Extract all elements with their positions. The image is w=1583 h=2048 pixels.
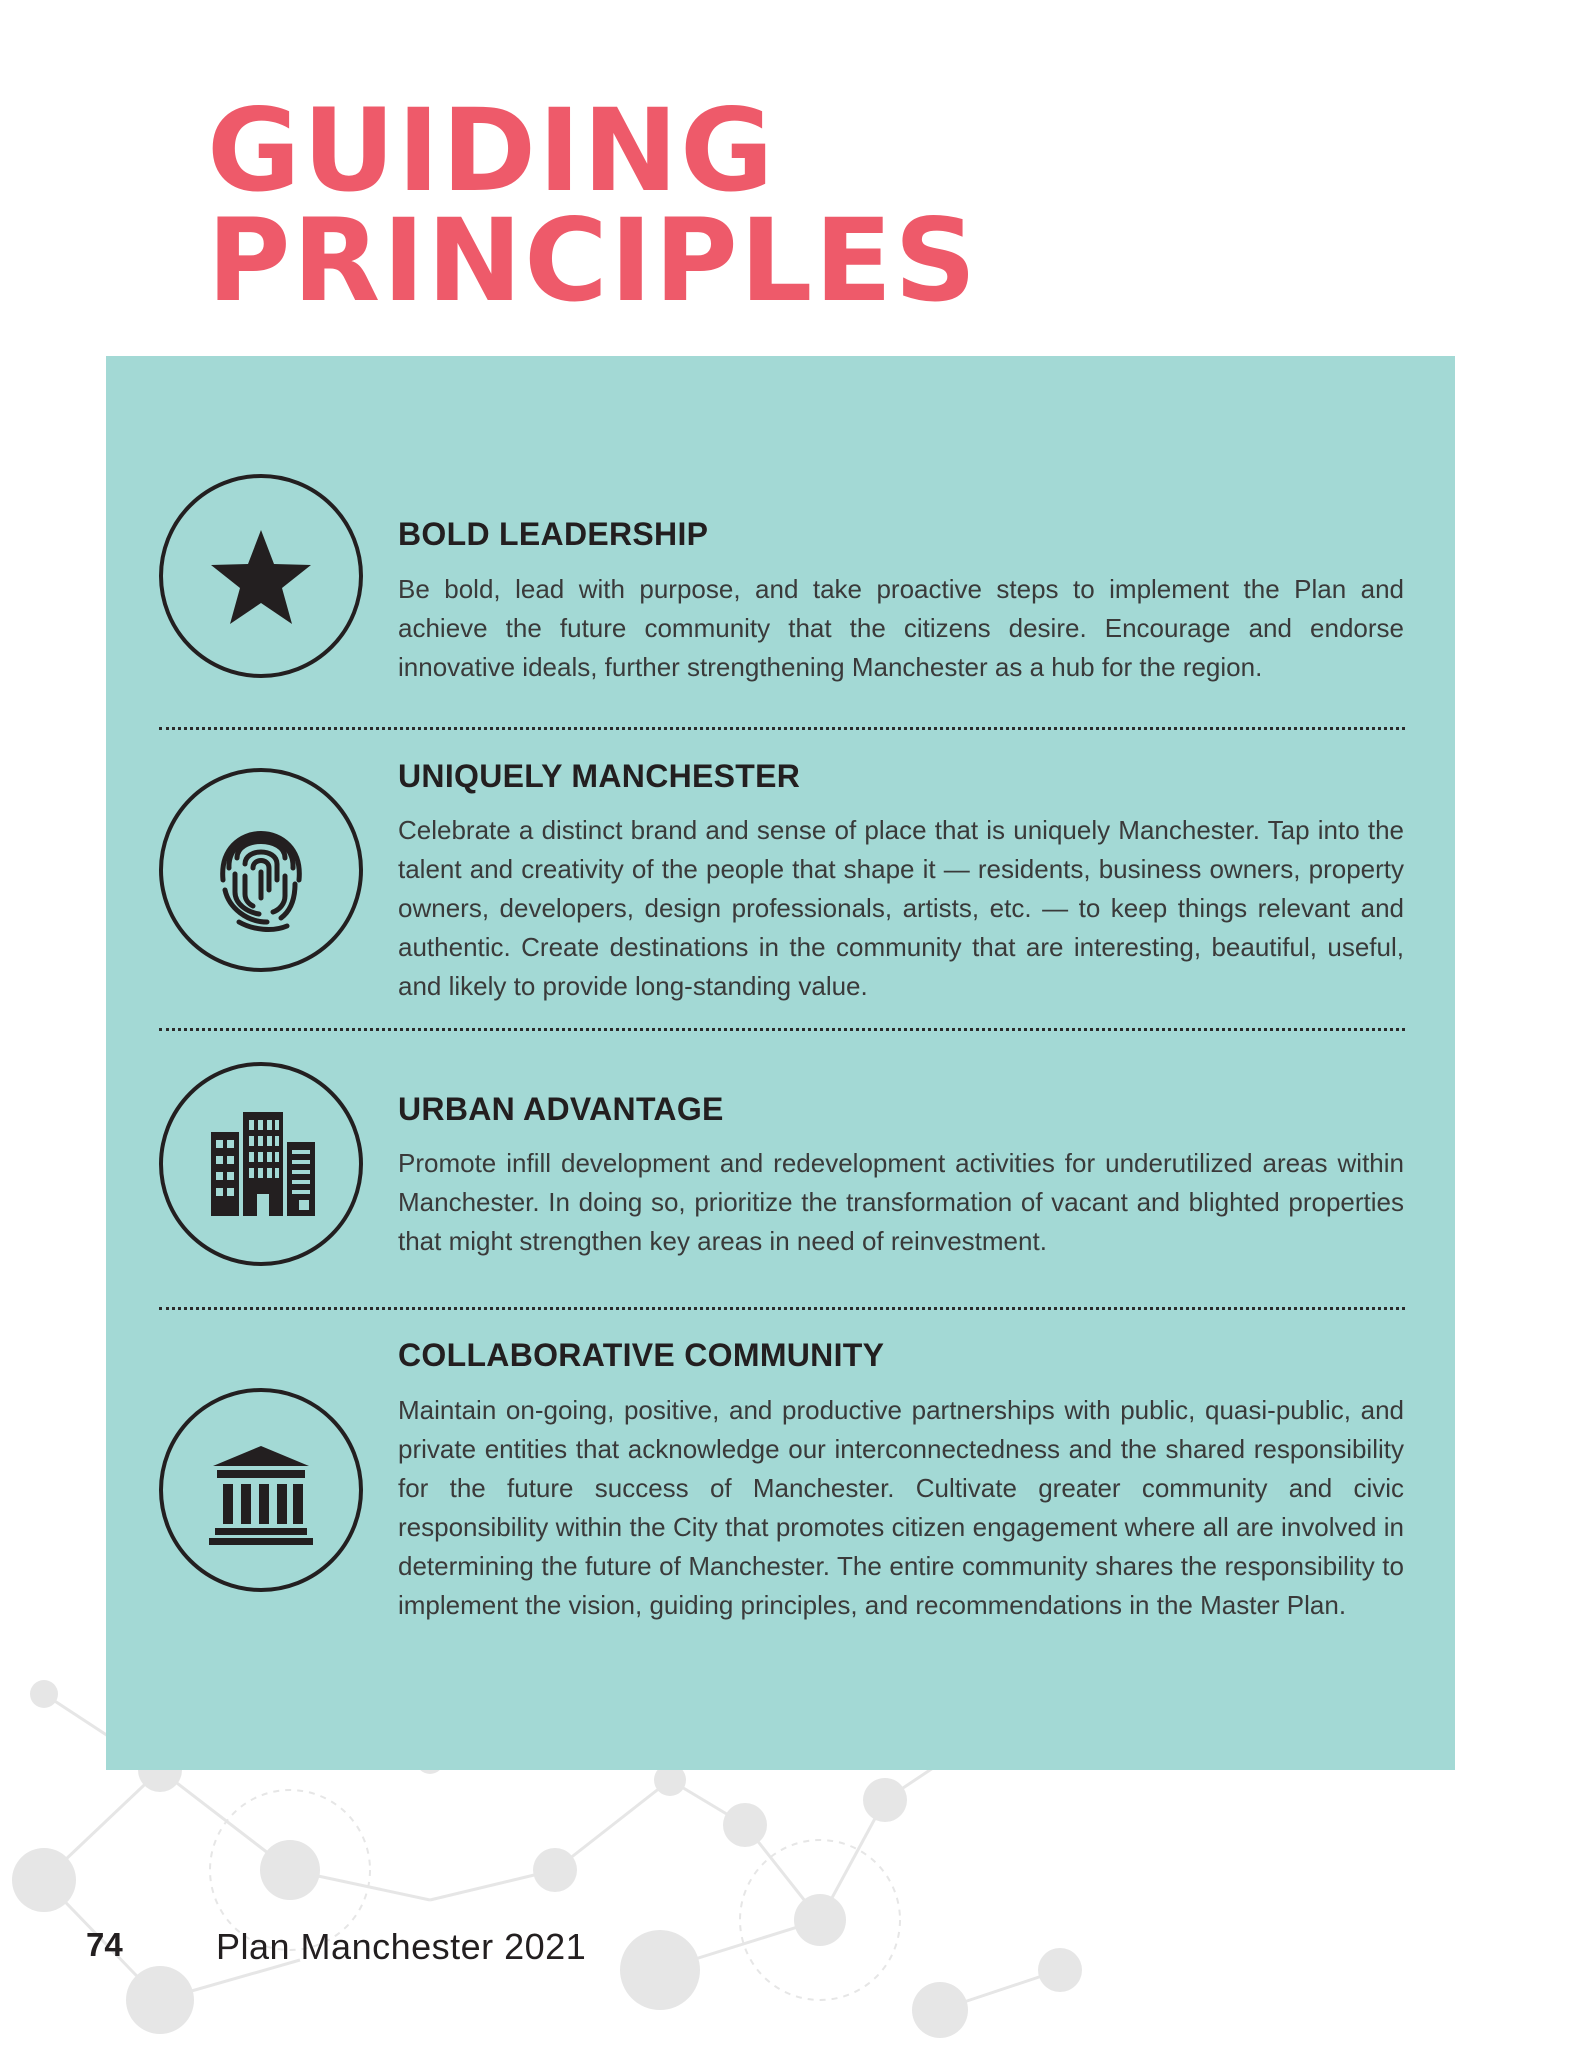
title-line-2: PRINCIPLES [207, 194, 979, 327]
divider [159, 1028, 1405, 1031]
principle-heading: UNIQUELY MANCHESTER [398, 758, 801, 794]
fingerprint-icon [159, 768, 363, 972]
principle-body: Maintain on-going, positive, and productive partnerships with public, quasi-public, and private entities that acknowledge our interconnectedness and the shared responsibility for the future success of Manchester. Cultivate greater community and civic responsibility within the City that promotes citizen engagement where all are involved in determining the future of Manchester. The entire community shares the responsibility to implement the vision, guiding principles, and recommendations in the Master Plan. [398, 1395, 1404, 1620]
principle-body: Promote infill development and redevelopment activities for underutilized areas within Manchester. In doing so, prioritize the transformation of vacant and blighted properties that might strengthen key areas in need of reinvestment. [398, 1148, 1404, 1256]
principle-body: Celebrate a distinct brand and sense of place that is uniquely Manchester. Tap into the talent and creativity of the people that shape it — residents, business owners, property owners, developers, design professionals, artists, etc. — to keep things relevant and authentic. Create destinations in the community that are interesting, beautiful, useful, and likely to provide long-standing value. [398, 815, 1404, 1001]
title-line-1: GUIDING [207, 84, 776, 217]
civic-building-icon [159, 1388, 363, 1592]
buildings-icon [159, 1062, 363, 1266]
principle-heading: COLLABORATIVE COMMUNITY [398, 1337, 885, 1373]
principles-panel [106, 356, 1455, 1770]
principle-body: Be bold, lead with purpose, and take proactive steps to implement the Plan and achieve the future community that the citizens desire. Encourage and endorse innovative ideals, further strengthening Manchester as a hub for the region. [398, 574, 1404, 682]
divider [159, 1307, 1405, 1310]
principle-heading: URBAN ADVANTAGE [398, 1091, 724, 1127]
divider [159, 727, 1405, 730]
page-title [207, 84, 979, 327]
page-number: 74 [86, 1926, 123, 1963]
star-icon [159, 474, 363, 678]
footer-document-title: Plan Manchester 2021 [216, 1926, 587, 1967]
principle-heading: BOLD LEADERSHIP [398, 516, 709, 552]
